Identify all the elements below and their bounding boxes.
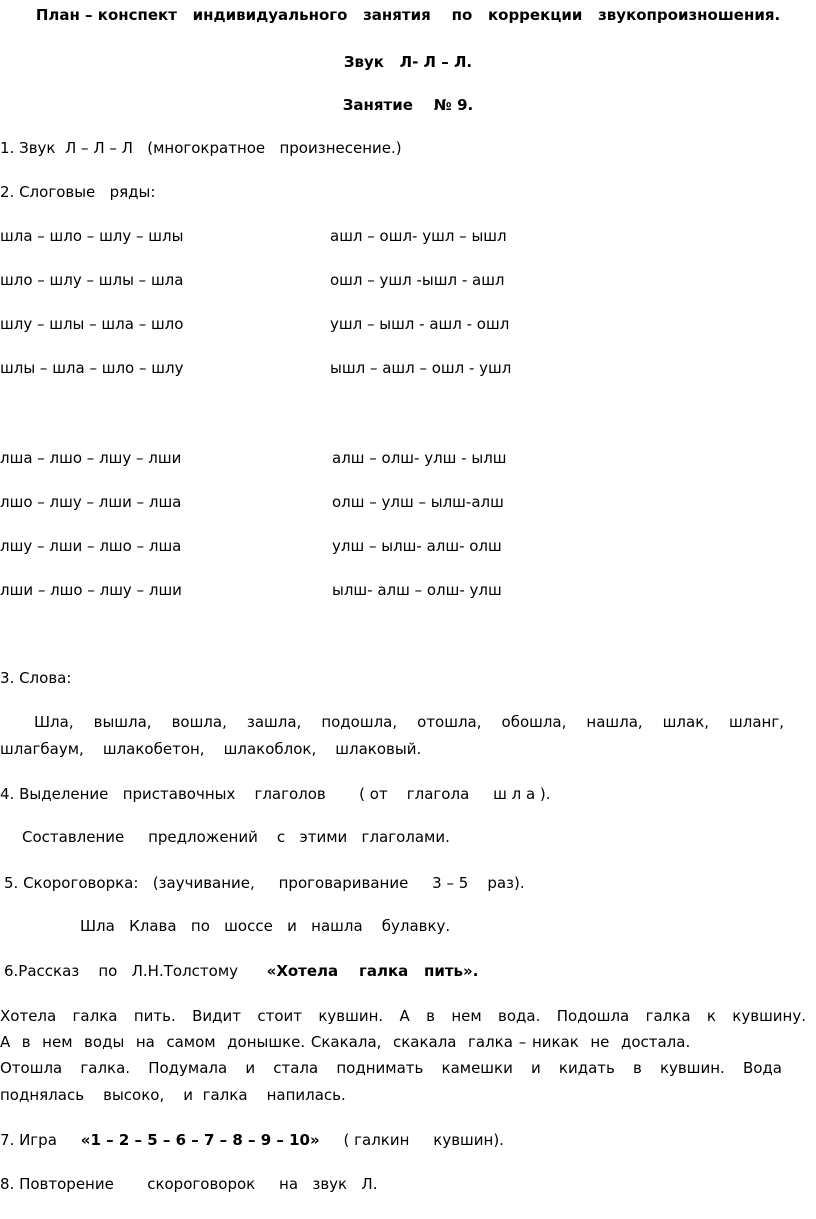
syllable-row: ылш- алш – олш- улш [332,581,502,599]
syllable-row: лши – лшо – лшу – лши [0,581,182,599]
story-line: Хотела галка пить. Видит стоит кувшин. А в нем вода. Подошла галка к кувшину. [0,1007,806,1025]
sentences-task: Составление предложений с этими глаголами. [22,828,450,846]
document-title: План – конспект индивидуального занятия по коррекции звукопроизношения. [35,6,781,24]
tongue-twister-text: Шла Клава по шоссе и нашла булавку. [80,917,451,935]
sound-heading: Звук Л- Л – Л. [343,53,473,71]
item-1-sound: 1. Звук Л – Л – Л (многократное произнесение.) [0,139,402,157]
syllable-row: алш – олш- улш - ылш [332,449,507,467]
syllable-row: ашл – ошл- ушл – ышл [330,227,507,245]
item-2-syllables-heading: 2. Слоговые ряды: [0,183,156,201]
item-7-game [0,1130,504,1150]
words-line: шлагбаум, шлакобетон, шлакоблок, шлаковый. [0,740,422,758]
game-title: «1 – 2 – 5 – 6 – 7 – 8 – 9 – 10» [80,1131,320,1149]
item-8-repeat: 8. Повторение скороговорок на звук Л. [0,1175,378,1193]
words-line: Шла, вышла, вошла, зашла, подошла, отошла, обошла, нашла, шлак, шланг, [34,713,784,731]
item-6-story [4,961,478,981]
lesson-number: Занятие № 9. [342,96,474,114]
story-line: А в нем воды на самом донышке. Скакала, скакала галка – никак не достала. [0,1033,691,1051]
story-title: «Хотела галка пить». [266,962,479,980]
story-line: поднялась высоко, и галка напилась. [0,1086,346,1104]
syllable-row: лшу – лши – лшо – лша [0,537,182,555]
syllable-row: лшо – лшу – лши – лша [0,493,182,511]
syllable-row: ошл – ушл -ышл - ашл [330,271,505,289]
game-note: ( галкин кувшин). [343,1131,504,1149]
story-line: Отошла галка. Подумала и стала поднимать камешки и кидать в кувшин. Вода [0,1059,782,1077]
syllable-row: шла – шло – шлу – шлы [0,227,184,245]
item-5-tongue-twister: 5. Скороговорка: (заучивание, проговаривание 3 – 5 раз). [4,874,525,892]
syllable-row: ышл – ашл – ошл - ушл [330,359,512,377]
syllable-row: улш – ылш- алш- олш [332,537,502,555]
syllable-row: шлы – шла – шло – шлу [0,359,184,377]
syllable-row: ушл – ышл - ашл - ошл [330,315,510,333]
game-intro: 7. Игра [0,1131,57,1149]
item-3-words-heading: 3. Слова: [0,669,72,687]
syllable-row: олш – улш – ылш-алш [332,493,504,511]
syllable-row: шло – шлу – шлы – шла [0,271,184,289]
syllable-row: лша – лшо – лшу – лши [0,449,182,467]
story-intro: 6.Рассказ по Л.Н.Толстому [4,962,239,980]
syllable-row: шлу – шлы – шла – шло [0,315,184,333]
item-4-verbs: 4. Выделение приставочных глаголов ( от глагола ш л а ). [0,785,551,803]
